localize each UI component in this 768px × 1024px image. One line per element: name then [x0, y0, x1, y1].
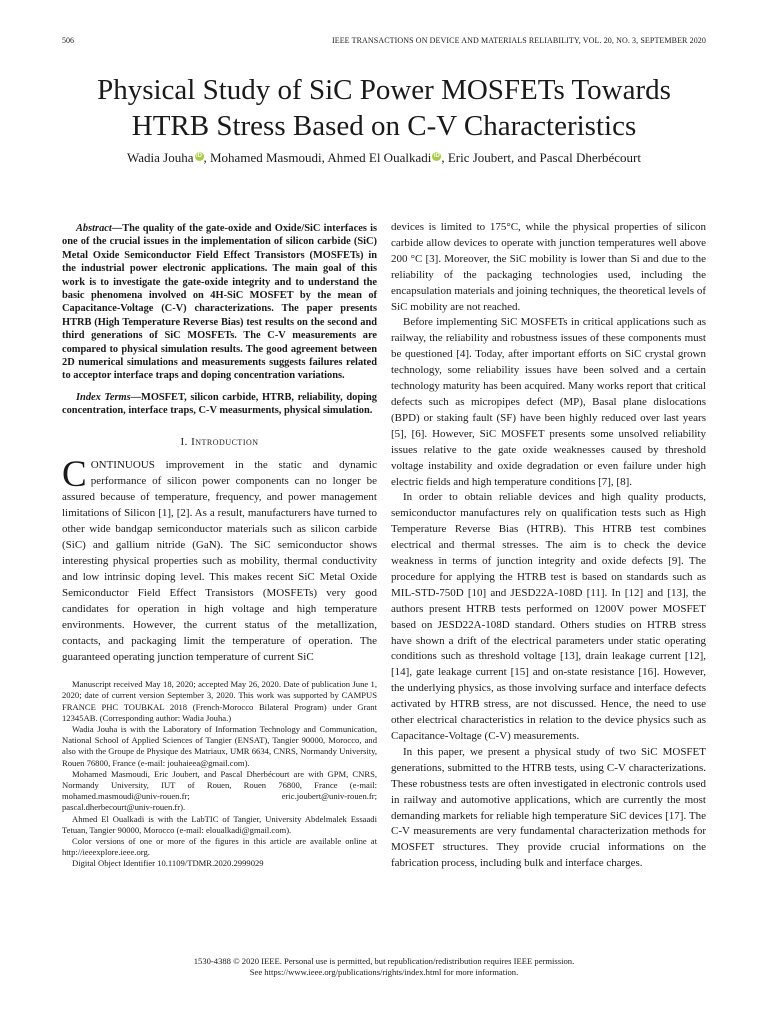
footnote: Wadia Jouha is with the Laboratory of Information Technology and Communication, National School of Applied Sciences of Tangier (ENSAT), Tangier 90000, Morocco, and also with the Groupe de Physique des Matriaux, UMR 6634, CNRS, Normandy University, Rouen 76800, France (e-mail: jouhaieea@gmail.com). — [62, 723, 377, 768]
author-3: , Eric Joubert, and Pascal Dherbécourt — [441, 150, 641, 165]
title-line-1: Physical Study of SiC Power MOSFETs Towards — [97, 74, 671, 106]
body-paragraph: devices is limited to 175°C, while the physical properties of silicon carbide allow devices to operate with junction temperatures well above 200 °C [3]. Moreover, the SiC mobility is lower than Si and due to the reliability of the packaging technologies used, including the encapsulation materials and joining techniques, the theoretical levels of SiC mobility are not reached. — [391, 221, 706, 313]
abstract-label: Abstract — [76, 223, 112, 234]
body-paragraph: In order to obtain reliable devices and high quality products, semiconductor manufactures rely on qualification tests such as High Temperature Reverse Bias (HTRB). This HTRB test combines electrical and thermal stresses. The aim is to check the device weakness in terms of junction integrity and oxide defects [9]. The procedure for applying the HTRB test is based on standards such as MIL-STD-750D [10] and JESD22A-108D [11]. In [12] and [13], the authors present HTRB tests performed on 1200V power MOSFET based on JESD22A-108D standard. Others studies on HTRB stress have shown a drift of the electrical parameters under static operating conditions such as threshold voltage [13], drain leakage current [12], [14], gate leakage current [15] and on-state resistance [16]. However, the underlying physics, as those involving surface and interface defects activated by HTRB stress, are not discussed. Hence, the need to use other electrical characteristics in relation to the device physics such as Capacitance-Voltage (C-V) measurements. — [391, 491, 706, 742]
abstract — [62, 222, 377, 383]
running-header — [62, 36, 706, 48]
drop-cap: C — [62, 454, 87, 496]
index-terms-text: —MOSFET, silicon carbide, HTRB, reliability, doping concentration, interface traps, C-V measurments, physical simulation. — [62, 391, 377, 417]
section-heading: I. Introduction — [180, 435, 259, 448]
title-line-2: HTRB Stress Based on C-V Characteristics — [131, 110, 637, 142]
copyright-footer — [30, 956, 738, 978]
author-list — [30, 150, 738, 166]
footnote: Manuscript received May 18, 2020; accepted May 26, 2020. Date of publication June 1, 2020; date of current version September 3, 2020. This work was supported by CAMPUS FRANCE PHC TOUBKAL 2018 (French-Morocco Bilateral Program) under Grant 12345AB. (Corresponding author: Wadia Jouha.) — [62, 679, 377, 723]
orcid-icon[interactable]: iD — [196, 153, 202, 159]
left-column — [62, 222, 377, 870]
copyright-line-1: 1530-4388 © 2020 IEEE. Personal use is permitted, but republication/redistribution requires IEEE permission. — [193, 956, 575, 966]
footnote: Mohamed Masmoudi, Eric Joubert, and Pascal Dherbécourt are with GPM, CNRS, Normandy University, IUT of Rouen, Rouen 76800, France (e-mail: mohamed.masmoudi@univ-rouen.fr; eric.joubert@univ-rouen.fr; pascal.dherbecourt@univ-rouen.fr). — [62, 768, 377, 813]
abstract-text: —The quality of the gate-oxide and Oxide/SiC interfaces is one of the crucial issues in the implementation of silicon carbide (SiC) Metal Oxide Semiconductor Field Effect Transistors (MOSFETs) in the industrial power electronic applications. The main goal of this work is to investigate the gate-oxide integrity and to understand the basic phenomena involved on 4H-SiC MOSFET by the mean of Capacitance-Voltage (C-V) characterizations. The paper presents HTRB (High Temperature Reverse Bias) test results on the second and third generations of SiC MOSFETs. The C-V measurements are compared to physical simulation results. The good agreement between 2D numerical simulations and measurements suggests failures related to acceptor interface traps and doping concentration variations. — [62, 223, 377, 382]
copyright-line-2: See https://www.ieee.org/publications/rights/index.html for more information. — [249, 967, 519, 977]
footnote: Ahmed El Oualkadi is with the LabTIC of Tangier, University Abdelmalek Essaadi Tetuan, Tangier 90000, Morocco (e-mail: eloualkadi@gmail.com). — [62, 813, 377, 835]
intro-lead: ONTINUOUS — [90, 459, 155, 472]
index-terms — [62, 391, 377, 418]
index-terms-label: Index Terms — [76, 391, 131, 403]
body-paragraph: Before implementing SiC MOSFETs in critical applications such as railway, the reliability and robustness issues of these components must be questioned [4]. Today, after important efforts on SiC crystal grown technology, some reliability issues have been solved and a certain technology maturity has been acquired. Many works report that critical defects such as micropipes defect (MP), Basal plane dislocations (BPD) or staking fault (SF) have been highly reduced over last years [5], [6]. However, SiC MOSFET presents some unsolved reliability issues relative to the gate oxide weaknesses caused by threshold voltage instability and oxide degradation or even failure under high electric fields and high temperature conditions [7], [8]. — [391, 316, 706, 488]
orcid-icon[interactable]: iD — [433, 153, 440, 159]
author-2: , Mohamed Masmoudi, Ahmed El Oualkadi — [203, 150, 432, 165]
footnote: Digital Object Identifier 10.1109/TDMR.2020.2999029 — [72, 858, 264, 869]
page-number: 506 — [62, 36, 74, 45]
author-1: Wadia Jouha — [127, 150, 194, 165]
intro-text: improvement in the static and dynamic performance of silicon power components can no longer be assured because of temperature, frequency, and power management limitations of Silicon [1], [2]. As a result, manufacturers have turned to other wide bandgap semiconductor materials such as silicon carbide (SiC) and gallium nitride (GaN). The SiC semiconductor shows interesting physical properties such as mobility, thermal conductivity and low intrinsic doping level. This makes recent SiC Metal Oxide Semiconductor Field Effect Transistors (MOSFETs) very good candidates for operation in high voltage and high temperature environments. However, the current status of the metallization, contacts, and packaging limit the temperature of operation. The guaranteed operating junction temperature of current SiC — [62, 459, 377, 664]
right-column — [391, 220, 706, 872]
intro-paragraph — [62, 454, 377, 665]
paper-title — [30, 72, 738, 144]
body-paragraph: In this paper, we present a physical study of two SiC MOSFET generations, submitted to the HTRB tests, using C-V characterizations. These robustness tests are often investigated in electronic controls used in railway and automotive applications, which are currently the most demanding markets for reliable high temperature SiC devices [17]. The C-V measurements are very fundamental characterization methods for MOSFET structures. They provide crucial informations on the fabrication process, including bulk and interface charges. — [391, 745, 706, 870]
footnote: Color versions of one or more of the figures in this article are available online at http://ieeexplore.ieee.org. — [62, 835, 377, 858]
journal-name: IEEE TRANSACTIONS ON DEVICE AND MATERIALS RELIABILITY, VOL. 20, NO. 3, SEPTEMBER 2020 — [331, 36, 706, 45]
footnotes — [62, 679, 377, 869]
